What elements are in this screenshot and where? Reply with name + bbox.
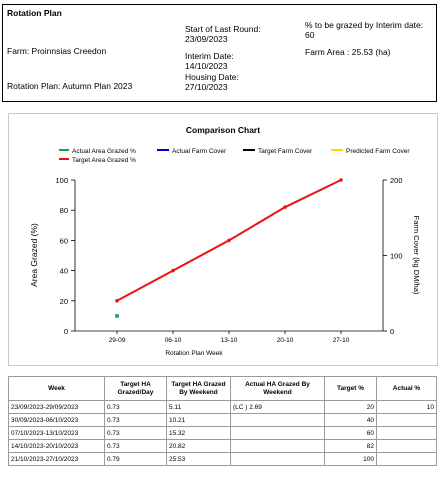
y-tick-label: 80 <box>59 206 68 216</box>
y-axis-right-label: Farm Cover (kg DM/ha) <box>412 215 421 295</box>
comparison-chart-panel <box>8 113 438 366</box>
y2-tick-label: 200 <box>390 176 403 185</box>
interim-date: 14/10/2023 <box>185 61 228 71</box>
cell-target-ha-weekend: 25.53 <box>167 453 231 466</box>
farm-area: Farm Area : 25.53 (ha) <box>305 47 391 57</box>
table-row <box>9 427 437 440</box>
rotation-plan-name: Rotation Plan: Autumn Plan 2023 <box>7 81 133 91</box>
rotation-table <box>8 376 437 466</box>
rotation-plan-panel <box>2 4 437 102</box>
y-tick-label: 0 <box>63 327 68 336</box>
cell-target-pct: 40 <box>325 414 377 427</box>
legend-label: Actual Farm Cover <box>172 148 227 155</box>
x-axis-label: Rotation Plan Week <box>165 350 223 357</box>
actual-area-grazed-point <box>115 314 119 318</box>
cell-actual-ha-weekend: (LC ) 2.69 <box>231 401 325 414</box>
table-row <box>9 453 437 466</box>
target-area-grazed-point <box>227 239 231 243</box>
x-tick-label: 20-10 <box>276 337 294 344</box>
cell-actual-ha-weekend <box>231 440 325 453</box>
col-actual-pct: Actual % <box>377 377 437 401</box>
col-week: Week <box>9 377 105 401</box>
x-ticks <box>109 331 350 344</box>
cell-target-pct: 82 <box>325 440 377 453</box>
cell-actual-pct <box>377 427 437 440</box>
cell-actual-pct <box>377 440 437 453</box>
legend-item-actual-cover <box>157 148 227 155</box>
table-row <box>9 414 437 427</box>
cell-actual-ha-weekend <box>231 427 325 440</box>
chart-title: Comparison Chart <box>185 125 261 135</box>
legend-item-predicted-cover <box>331 148 410 155</box>
interim-label: Interim Date: <box>185 51 234 61</box>
y-ticks-right <box>383 176 403 336</box>
table-header-row <box>9 377 437 401</box>
col-actual-ha-weekend: Actual HA Grazed By Weekend <box>231 377 325 401</box>
y2-tick-label: 100 <box>390 251 403 261</box>
col-target-pct: Target % <box>325 377 377 401</box>
y-tick-label: 60 <box>59 236 68 246</box>
legend-item-actual-area <box>59 148 136 155</box>
cell-actual-pct <box>377 453 437 466</box>
cell-actual-pct: 10 <box>377 401 437 414</box>
target-area-grazed-point <box>283 205 287 209</box>
cell-target-ha-weekend: 5.11 <box>167 401 231 414</box>
cell-target-pct: 60 <box>325 427 377 440</box>
legend-label: Target Area Grazed % <box>72 157 136 164</box>
y-tick-label: 100 <box>55 176 68 185</box>
cell-target-pct: 20 <box>325 401 377 414</box>
cell-actual-ha-weekend <box>231 453 325 466</box>
cell-target-ha-weekend: 20.82 <box>167 440 231 453</box>
cell-week: 30/09/2023-06/10/2023 <box>9 414 105 427</box>
start-date: 23/09/2023 <box>185 34 228 44</box>
housing-label: Housing Date: <box>185 72 239 82</box>
x-tick-label: 27-10 <box>332 337 350 344</box>
y-tick-label: 20 <box>59 296 68 306</box>
cell-actual-ha-weekend <box>231 414 325 427</box>
cell-target-ha-day: 0.73 <box>105 401 167 414</box>
cell-target-ha-day: 0.73 <box>105 440 167 453</box>
series-layer <box>115 178 343 318</box>
farm-name: Farm: Proinnsias Creedon <box>7 46 107 56</box>
legend-item-target-area <box>59 157 136 164</box>
table-row <box>9 401 437 414</box>
chart-legend <box>59 148 410 164</box>
y-axis-left-label: Area Grazed (%) <box>29 223 39 287</box>
col-target-ha-weekend: Target HA Grazed By Weekend <box>167 377 231 401</box>
legend-label: Actual Area Grazed % <box>72 148 136 155</box>
pct-value: 60 <box>305 30 315 40</box>
plan-title: Rotation Plan <box>7 8 62 18</box>
x-tick-label: 13-10 <box>220 337 238 344</box>
cell-target-pct: 100 <box>325 453 377 466</box>
cell-target-ha-day: 0.73 <box>105 414 167 427</box>
y2-tick-label: 0 <box>390 327 395 336</box>
legend-label: Predicted Farm Cover <box>346 148 410 155</box>
start-label: Start of Last Round: <box>185 24 261 34</box>
housing-date: 27/10/2023 <box>185 82 228 92</box>
col-target-ha-day: Target HA Grazed/Day <box>105 377 167 401</box>
x-tick-label: 29-09 <box>108 337 126 344</box>
cell-week: 07/10/2023-13/10/2023 <box>9 427 105 440</box>
y-ticks-left <box>55 176 75 336</box>
cell-target-ha-weekend: 15.32 <box>167 427 231 440</box>
x-tick-label: 06-10 <box>164 337 182 344</box>
cell-target-ha-weekend: 10.21 <box>167 414 231 427</box>
target-area-grazed-point <box>115 299 119 303</box>
cell-target-ha-day: 0.73 <box>105 427 167 440</box>
cell-week: 21/10/2023-27/10/2023 <box>9 453 105 466</box>
legend-label: Target Farm Cover <box>258 148 313 155</box>
y-tick-label: 40 <box>59 266 68 276</box>
legend-item-target-cover <box>243 148 313 155</box>
comparison-chart <box>9 114 437 365</box>
cell-week: 23/09/2023-29/09/2023 <box>9 401 105 414</box>
target-area-grazed-point <box>339 178 343 182</box>
target-area-grazed-point <box>171 269 175 273</box>
cell-actual-pct <box>377 414 437 427</box>
table-row <box>9 440 437 453</box>
cell-target-ha-day: 0.79 <box>105 453 167 466</box>
pct-label: % to be grazed by Interim date: <box>305 20 424 30</box>
cell-week: 14/10/2023-20/10/2023 <box>9 440 105 453</box>
